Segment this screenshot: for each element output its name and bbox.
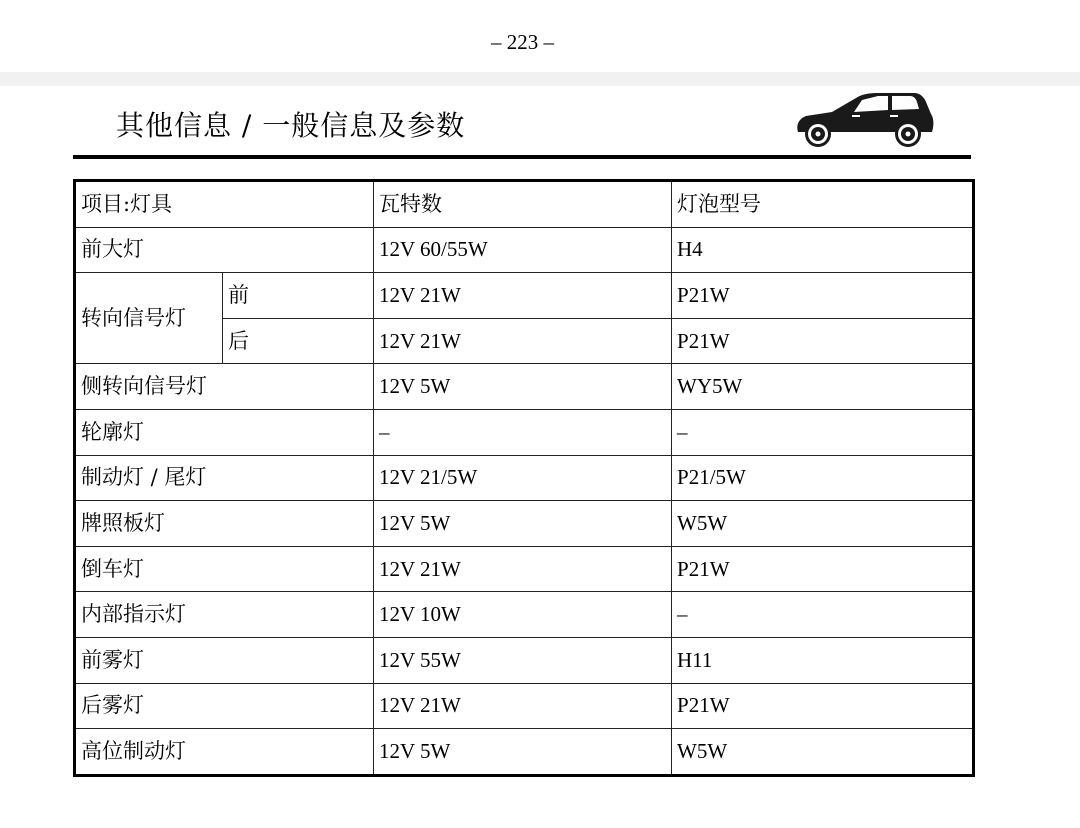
lamp-bulb: – [672, 592, 974, 638]
lamp-name: 倒车灯 [75, 546, 374, 592]
lamp-position: 前 [223, 273, 374, 319]
lamp-spec-table [73, 179, 975, 777]
table-row [75, 546, 974, 592]
lamp-bulb: P21/5W [672, 455, 974, 501]
lamp-bulb: P21W [672, 273, 974, 319]
lamp-name: 转向信号灯 [75, 273, 223, 364]
lamp-name: 内部指示灯 [75, 592, 374, 638]
lamp-name: 制动灯 / 尾灯 [75, 455, 374, 501]
lamp-name: 牌照板灯 [75, 501, 374, 547]
lamp-name: 侧转向信号灯 [75, 364, 374, 410]
table-row [75, 455, 974, 501]
lamp-bulb: P21W [672, 318, 974, 364]
table-header-row [75, 181, 974, 228]
lamp-bulb: H11 [672, 637, 974, 683]
lamp-wattage: 12V 21/5W [374, 455, 672, 501]
table-row [75, 501, 974, 547]
header-item: 项目:灯具 [75, 181, 374, 228]
lamp-wattage: 12V 5W [374, 364, 672, 410]
header-rule [73, 155, 971, 159]
lamp-wattage: 12V 55W [374, 637, 672, 683]
lamp-wattage: – [374, 409, 672, 455]
table-row [75, 683, 974, 729]
page-number: – 223 – [491, 30, 554, 54]
lamp-wattage: 12V 21W [374, 273, 672, 319]
lamp-name: 高位制动灯 [75, 729, 374, 776]
lamp-name: 后雾灯 [75, 683, 374, 729]
lamp-wattage: 12V 5W [374, 729, 672, 776]
lamp-bulb: – [672, 409, 974, 455]
lamp-position: 后 [223, 318, 374, 364]
table-row [75, 227, 974, 273]
lamp-name: 前雾灯 [75, 637, 374, 683]
table-row [75, 364, 974, 410]
lamp-name: 轮廓灯 [75, 409, 374, 455]
table-row [75, 637, 974, 683]
lamp-bulb: H4 [672, 227, 974, 273]
lamp-name: 前大灯 [75, 227, 374, 273]
table-row [75, 273, 974, 319]
header-bulb: 灯泡型号 [672, 181, 974, 228]
header-wattage: 瓦特数 [374, 181, 672, 228]
section-title: 其他信息 / 一般信息及参数 [116, 109, 466, 142]
lamp-wattage: 12V 21W [374, 683, 672, 729]
lamp-wattage: 12V 5W [374, 501, 672, 547]
table-row [75, 729, 974, 776]
lamp-wattage: 12V 21W [374, 546, 672, 592]
lamp-wattage: 12V 10W [374, 592, 672, 638]
lamp-bulb: W5W [672, 501, 974, 547]
lamp-wattage: 12V 21W [374, 318, 672, 364]
lamp-bulb: P21W [672, 683, 974, 729]
lamp-bulb: WY5W [672, 364, 974, 410]
page-separator [0, 72, 1080, 86]
lamp-wattage: 12V 60/55W [374, 227, 672, 273]
lamp-bulb: W5W [672, 729, 974, 776]
lamp-bulb: P21W [672, 546, 974, 592]
car-silhouette-icon [792, 88, 936, 152]
table-row [75, 592, 974, 638]
table-row [75, 409, 974, 455]
